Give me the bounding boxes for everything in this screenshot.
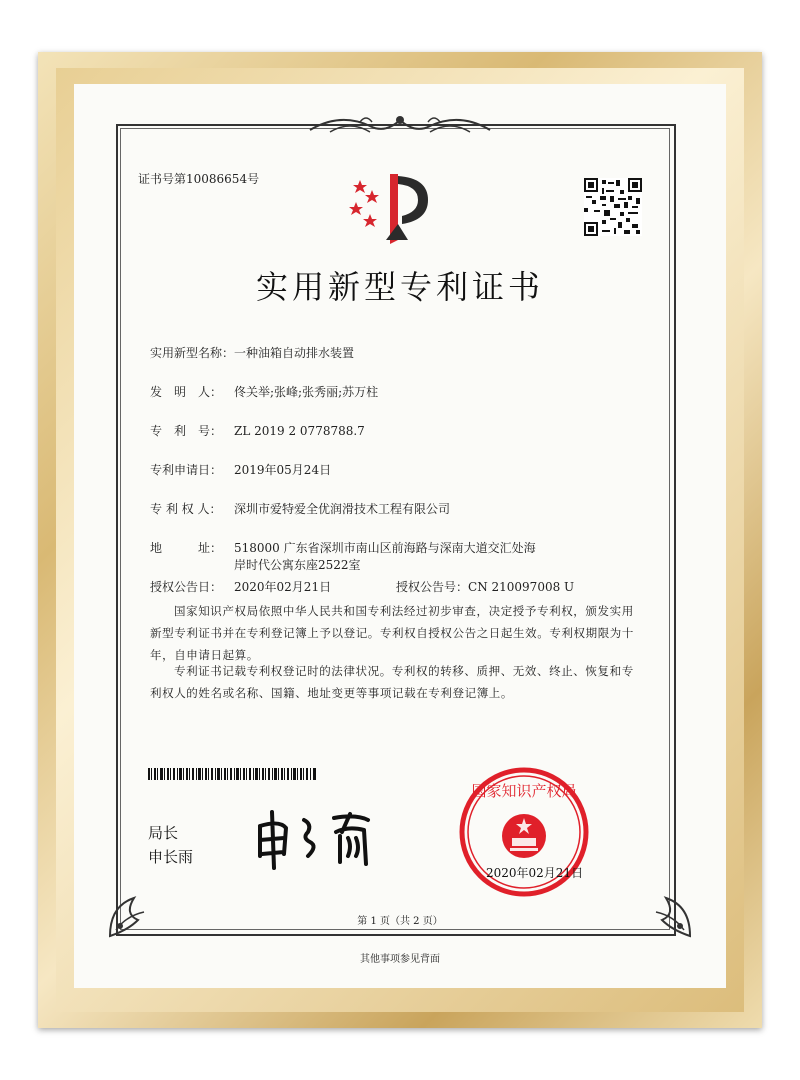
cnipa-logo-icon [346, 170, 446, 246]
utility-model-name-label: 实用新型名称： [150, 346, 235, 360]
qr-code-icon [584, 178, 642, 236]
registration-note-paragraph: 专利证书记载专利权登记时的法律状况。专利权的转移、质押、无效、终止、恢复和专利权人的姓名或名称、国籍、地址变更等事项记载在专利登记簿上。 [150, 664, 634, 700]
grant-date-value: 2020年02月21日 [234, 580, 332, 594]
inventor-label: 发 明 人： [150, 385, 223, 399]
patentee-value: 深圳市爱特爱全优润滑技术工程有限公司 [234, 502, 451, 516]
application-date-value: 2019年05月24日 [234, 463, 332, 477]
patent-number-value: ZL 2019 2 0778788.7 [234, 424, 365, 438]
grant-number-row [396, 578, 574, 595]
grant-statement-paragraph: 国家知识产权局依照中华人民共和国专利法经过初步审查，决定授予专利权，颁发实用新型专利证书并在专利登记簿上予以登记。专利权自授权公告之日起生效。专利权期限为十年，自申请日起算。 [150, 604, 634, 662]
handwritten-signature-icon [252, 806, 402, 870]
page-number: 第 1 页（共 2 页） [357, 916, 443, 927]
patentee-label: 专 利 权 人： [150, 502, 222, 516]
grant-date-label: 授权公告日： [150, 580, 223, 594]
certificate-title: 实用新型专利证书 [255, 268, 544, 306]
address-label: 地 址： [150, 541, 223, 555]
director-title: 局长 [148, 824, 179, 842]
inventor-value: 佟关举;张峰;张秀丽;苏万柱 [234, 385, 379, 399]
inventor-row [150, 383, 378, 400]
certificate-number: 证书号第10086654号 [138, 172, 260, 186]
application-date-label: 专利申请日： [150, 463, 223, 477]
utility-model-name-row [150, 344, 354, 361]
address-row [150, 539, 536, 556]
patentee-row [150, 500, 450, 517]
patent-number-row [150, 422, 365, 439]
barcode-icon [148, 768, 316, 780]
back-side-note: 其他事项参见背面 [360, 954, 440, 965]
patent-number-label: 专 利 号： [150, 424, 223, 438]
address-line-2: 岸时代公寓东座2522室 [234, 558, 361, 572]
grant-date-row [150, 578, 331, 595]
national-emblem-icon [502, 814, 546, 858]
grant-number-value: CN 210097008 U [468, 580, 575, 594]
grant-number-label: 授权公告号： [396, 580, 469, 594]
utility-model-name-value: 一种油箱自动排水装置 [234, 346, 355, 360]
address-line-1: 518000 广东省深圳市南山区前海路与深南大道交汇处海 [234, 541, 536, 555]
seal-date: 2020年02月21日 [486, 866, 584, 880]
seal-text: 国家知识产权局 [471, 782, 577, 800]
director-name: 申长雨 [148, 848, 194, 866]
application-date-row [150, 461, 331, 478]
top-ornament-icon [300, 110, 500, 140]
